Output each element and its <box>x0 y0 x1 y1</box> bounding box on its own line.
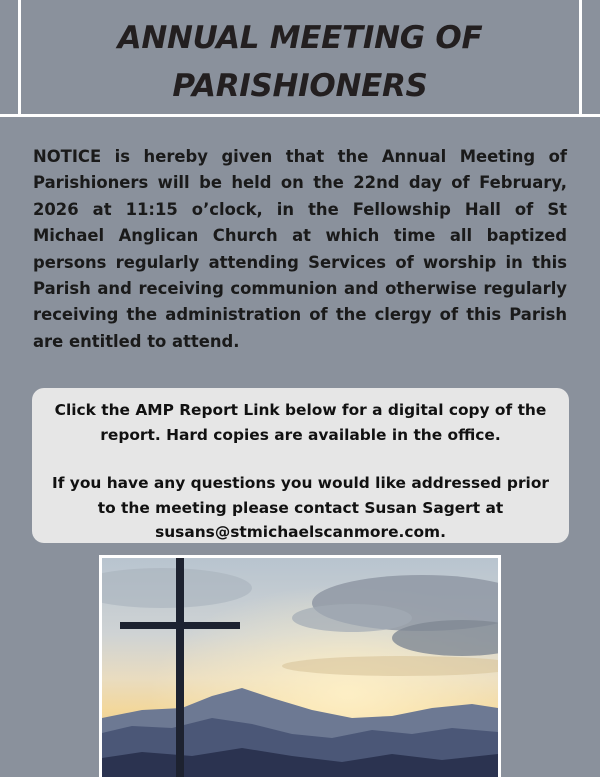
cross-sunset-mountains-photo-icon <box>102 558 498 777</box>
frame-line-right <box>579 0 582 116</box>
contact-line-1: If you have any questions you would like addressed prior <box>52 474 549 492</box>
frame-line-top <box>0 114 600 117</box>
info-gap <box>38 447 563 471</box>
report-line-2: report. Hard copies are available in the office. <box>100 425 501 444</box>
frame-line-left <box>18 0 21 116</box>
title-line-2: PARISHIONERS <box>172 68 428 104</box>
cross-photo <box>99 555 501 777</box>
contact-line-2: to the meeting please contact Susan Sagert at <box>97 498 504 517</box>
title-line-1: ANNUAL MEETING OF <box>117 20 483 56</box>
notice-paragraph: NOTICE is hereby given that the Annual Meeting of Parishioners will be held on the 22nd day of February, 2026 at 11:15 o’clock, in the Fellowship Hall of St Michael Anglican Church at which time all baptized persons regularly attending Services of worship in this Parish and receiving communion and otherwise regularly receiving the administration of the clergy of this Parish are entitled to attend. <box>33 147 567 351</box>
contact-email: susans@stmichaelscanmore.com. <box>155 523 446 541</box>
info-box <box>32 388 569 543</box>
page-title <box>22 14 578 110</box>
report-line-1: Click the AMP Report Link below for a digital copy of the <box>54 401 547 419</box>
